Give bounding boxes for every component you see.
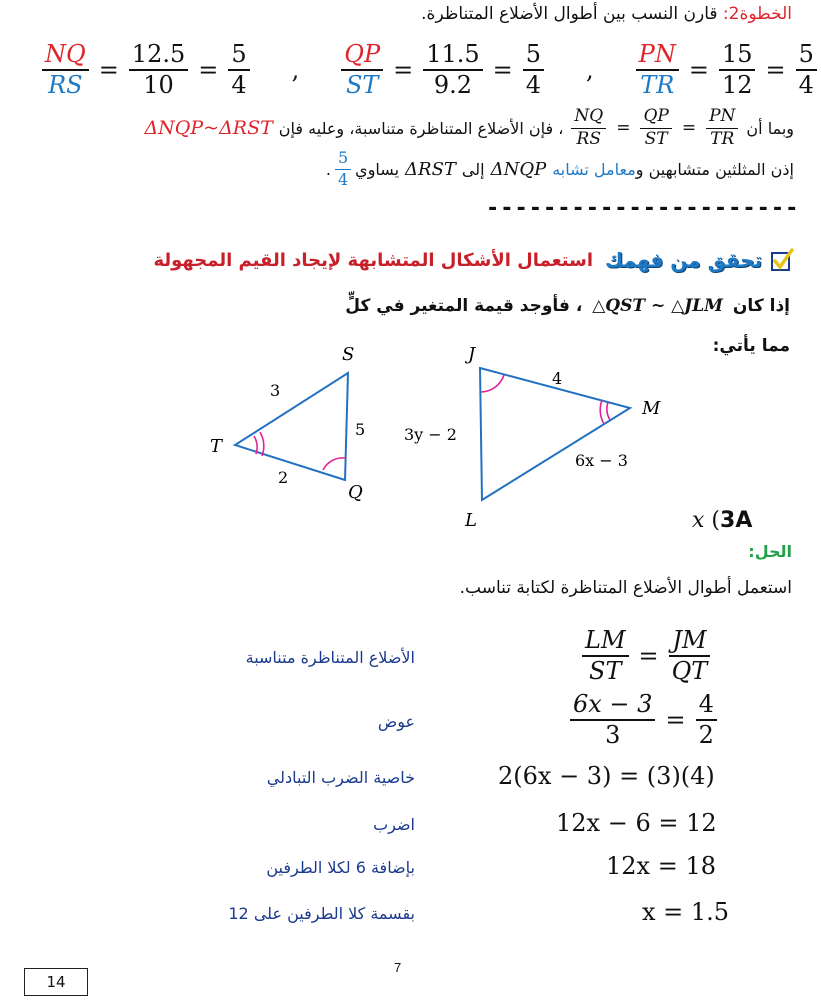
similarity-expression: ΔNQP~ΔRST bbox=[144, 117, 273, 140]
scale-factor-statement: إذن المثلثين متشابهين و معامل تشابه ΔNQP إلى ΔRST يساوي $\frac{5}{4}$ . bbox=[325, 148, 794, 189]
line4-prefix: إذن المثلثين متشابهين و bbox=[635, 159, 794, 179]
part-label: x (3A bbox=[692, 508, 753, 533]
step-expr-6: x = 1.5 bbox=[642, 898, 730, 926]
angle-mark-m-outer bbox=[600, 400, 604, 424]
sf-num: 5 bbox=[335, 150, 351, 170]
solution-label: الحل: bbox=[748, 542, 792, 561]
vertex-q: Q bbox=[348, 482, 363, 503]
step-expr-5: 12x = 18 bbox=[606, 852, 716, 880]
similar-triangles-figure bbox=[190, 340, 670, 530]
page-number-center: 7 bbox=[394, 960, 402, 975]
side-jl-label: 3y − 2 bbox=[404, 425, 457, 444]
checkbox-icon bbox=[770, 248, 794, 272]
step2-label: الخطوة2: bbox=[722, 4, 792, 24]
sf-den: 4 bbox=[337, 169, 349, 189]
ratio-1-num: NQ bbox=[42, 42, 89, 71]
step2-text: قارن النسب بين أطوال الأضلاع المتناظرة. bbox=[421, 4, 718, 24]
part-variable: x bbox=[692, 508, 705, 533]
line4-tri2: ΔRST bbox=[405, 158, 456, 180]
ratio-3-den3: 4 bbox=[798, 71, 814, 100]
angle-mark-m-inner bbox=[607, 402, 610, 420]
ratio-1-den2: 10 bbox=[143, 71, 174, 100]
vertex-s: S bbox=[342, 344, 355, 365]
dashed-divider: ---------------------- bbox=[486, 196, 800, 221]
s1-right-den: QT bbox=[671, 657, 708, 686]
line4-to: إلى bbox=[461, 159, 485, 179]
problem-line1 bbox=[345, 296, 790, 316]
ratio-1-den: RS bbox=[48, 71, 83, 100]
s2-left-den: 3 bbox=[605, 721, 621, 750]
step-reason-2: عوض bbox=[377, 712, 415, 731]
ratio-1-num2: 12.5 bbox=[129, 42, 188, 71]
step-expr-3: 2(6x − 3) = (3)(4) bbox=[498, 762, 715, 790]
s2-left-num: 6x − 3 bbox=[570, 692, 655, 721]
ratio-2-den3: 4 bbox=[525, 71, 542, 100]
step-reason-4: اضرب bbox=[373, 815, 415, 834]
step-reason-5: بإضافة 6 لكلا الطرفين bbox=[266, 858, 415, 877]
side-lm-label: 6x − 3 bbox=[575, 451, 628, 470]
ratio-3-num2: 15 bbox=[719, 42, 756, 71]
side-sq-label: 5 bbox=[355, 420, 366, 439]
s2-right-den: 2 bbox=[698, 721, 714, 750]
line4-tri1: ΔNQP bbox=[490, 158, 547, 180]
step-reason-1: الأضلاع المتناظرة متناسبة bbox=[245, 648, 415, 667]
scale-factor-fraction bbox=[335, 150, 351, 189]
ratio-3-den: TR bbox=[640, 71, 675, 100]
part-number: 3A bbox=[720, 508, 753, 533]
vertex-t: T bbox=[210, 436, 223, 457]
s1-left-num: LM bbox=[582, 628, 629, 657]
ratio-2-den2: 9.2 bbox=[433, 71, 472, 100]
ratio-3-num: PN bbox=[636, 42, 679, 71]
ratio-2-den: ST bbox=[345, 71, 379, 100]
line3-f1-den: RS bbox=[576, 128, 601, 149]
ratio-3-den2: 12 bbox=[721, 71, 753, 100]
vertex-m: M bbox=[642, 398, 661, 419]
line3-f2-num: QP bbox=[640, 108, 671, 129]
step2-line bbox=[421, 4, 792, 24]
ratio-1: $\frac{NQ}{RS}$ = $\frac{12.5}{10}$ = $\frac{5}{4}$ bbox=[38, 42, 254, 98]
triangle-qst bbox=[235, 373, 348, 480]
page-number-box-text: 14 bbox=[46, 973, 66, 991]
s2-right-num: 4 bbox=[696, 692, 717, 721]
step-expr-4: 12x − 6 = 12 bbox=[556, 809, 717, 837]
scale-factor-term: معامل تشابه bbox=[552, 159, 636, 179]
ratio-2: $\frac{QP}{ST}$ = $\frac{11.5}{9.2}$ = $\frac{5}{4}$ bbox=[337, 42, 548, 98]
solution-instruction: استعمل أطوال الأضلاع المتناظرة لكتابة تناسب. bbox=[459, 578, 792, 598]
ratio-3-num3: 5 bbox=[796, 42, 817, 71]
vertex-l: L bbox=[465, 510, 477, 531]
similarity-statement: وبما أن $\frac{NQ}{RS}$ = $\frac{QP}{ST}$ = $\frac{PN}{TR}$ ، فإن الأضلاع المتناظرة متناسبة، وعليه فإن ΔNQP~ΔRST bbox=[144, 106, 794, 149]
problem-similarity: △QST ~ △JLM bbox=[592, 296, 723, 316]
problem-prefix: إذا كان bbox=[732, 296, 790, 316]
ratio-3: $\frac{PN}{TR}$ = $\frac{15}{12}$ = $\frac{5}{4}$ bbox=[632, 42, 821, 98]
step-reason-3: خاصية الضرب التبادلي bbox=[266, 768, 415, 787]
problem-suffix: ، فأوجد قيمة المتغير في كلٍّ bbox=[345, 296, 583, 316]
s1-left-den: ST bbox=[589, 657, 622, 686]
ratio-2-num2: 11.5 bbox=[423, 42, 482, 71]
step-expr-2: $\frac{6x - 3}{3}$ = $\frac{4}{2}$ bbox=[566, 692, 721, 748]
step-reason-6: بقسمة كلا الطرفين على 12 bbox=[228, 904, 415, 923]
ratio-1-den3: 4 bbox=[231, 71, 247, 100]
check-subtitle: استعمال الأشكال المتشابهة لإيجاد القيم المجهولة bbox=[153, 249, 594, 271]
line3-prefix: وبما أن bbox=[746, 118, 794, 138]
side-jm-label: 4 bbox=[552, 369, 563, 388]
ratio-2-num: QP bbox=[341, 42, 383, 71]
step-expr-1: $\frac{LM}{ST}$ = $\frac{JM}{QT}$ bbox=[578, 628, 714, 684]
line4-equals: يساوي bbox=[355, 159, 400, 179]
line3-f2-den: ST bbox=[644, 128, 668, 149]
check-understanding-header bbox=[153, 248, 794, 272]
problem-line2: مما يأتي: bbox=[712, 336, 790, 356]
line3-middle: ، فإن الأضلاع المتناظرة متناسبة، وعليه فإن bbox=[278, 118, 564, 138]
ratios-row: $\frac{NQ}{RS}$ = $\frac{12.5}{10}$ = $\frac{5}{4}$ , $\frac{QP}{ST}$ = $\frac{11.5}{9.2}$ = $\frac{5}{4}$ , $\frac{PN}{TR}$ = $\frac{15}{12}$ = $\frac{5}{4}$ bbox=[38, 42, 778, 98]
line3-f3-num: PN bbox=[706, 108, 738, 129]
check-title: تحقق من فهمك bbox=[605, 248, 762, 272]
ratio-1-num3: 5 bbox=[228, 42, 249, 71]
s1-right-num: JM bbox=[669, 628, 709, 657]
ratio-2-num3: 5 bbox=[523, 42, 544, 71]
vertex-j: J bbox=[468, 344, 476, 365]
side-ts-label: 3 bbox=[270, 381, 281, 400]
line3-f1-num: NQ bbox=[571, 108, 606, 129]
angle-mark-q bbox=[323, 458, 345, 470]
side-tq-label: 2 bbox=[278, 468, 289, 487]
line3-f3-den: TR bbox=[710, 128, 735, 149]
angle-mark-j bbox=[481, 375, 504, 392]
page-number-box bbox=[24, 968, 88, 996]
